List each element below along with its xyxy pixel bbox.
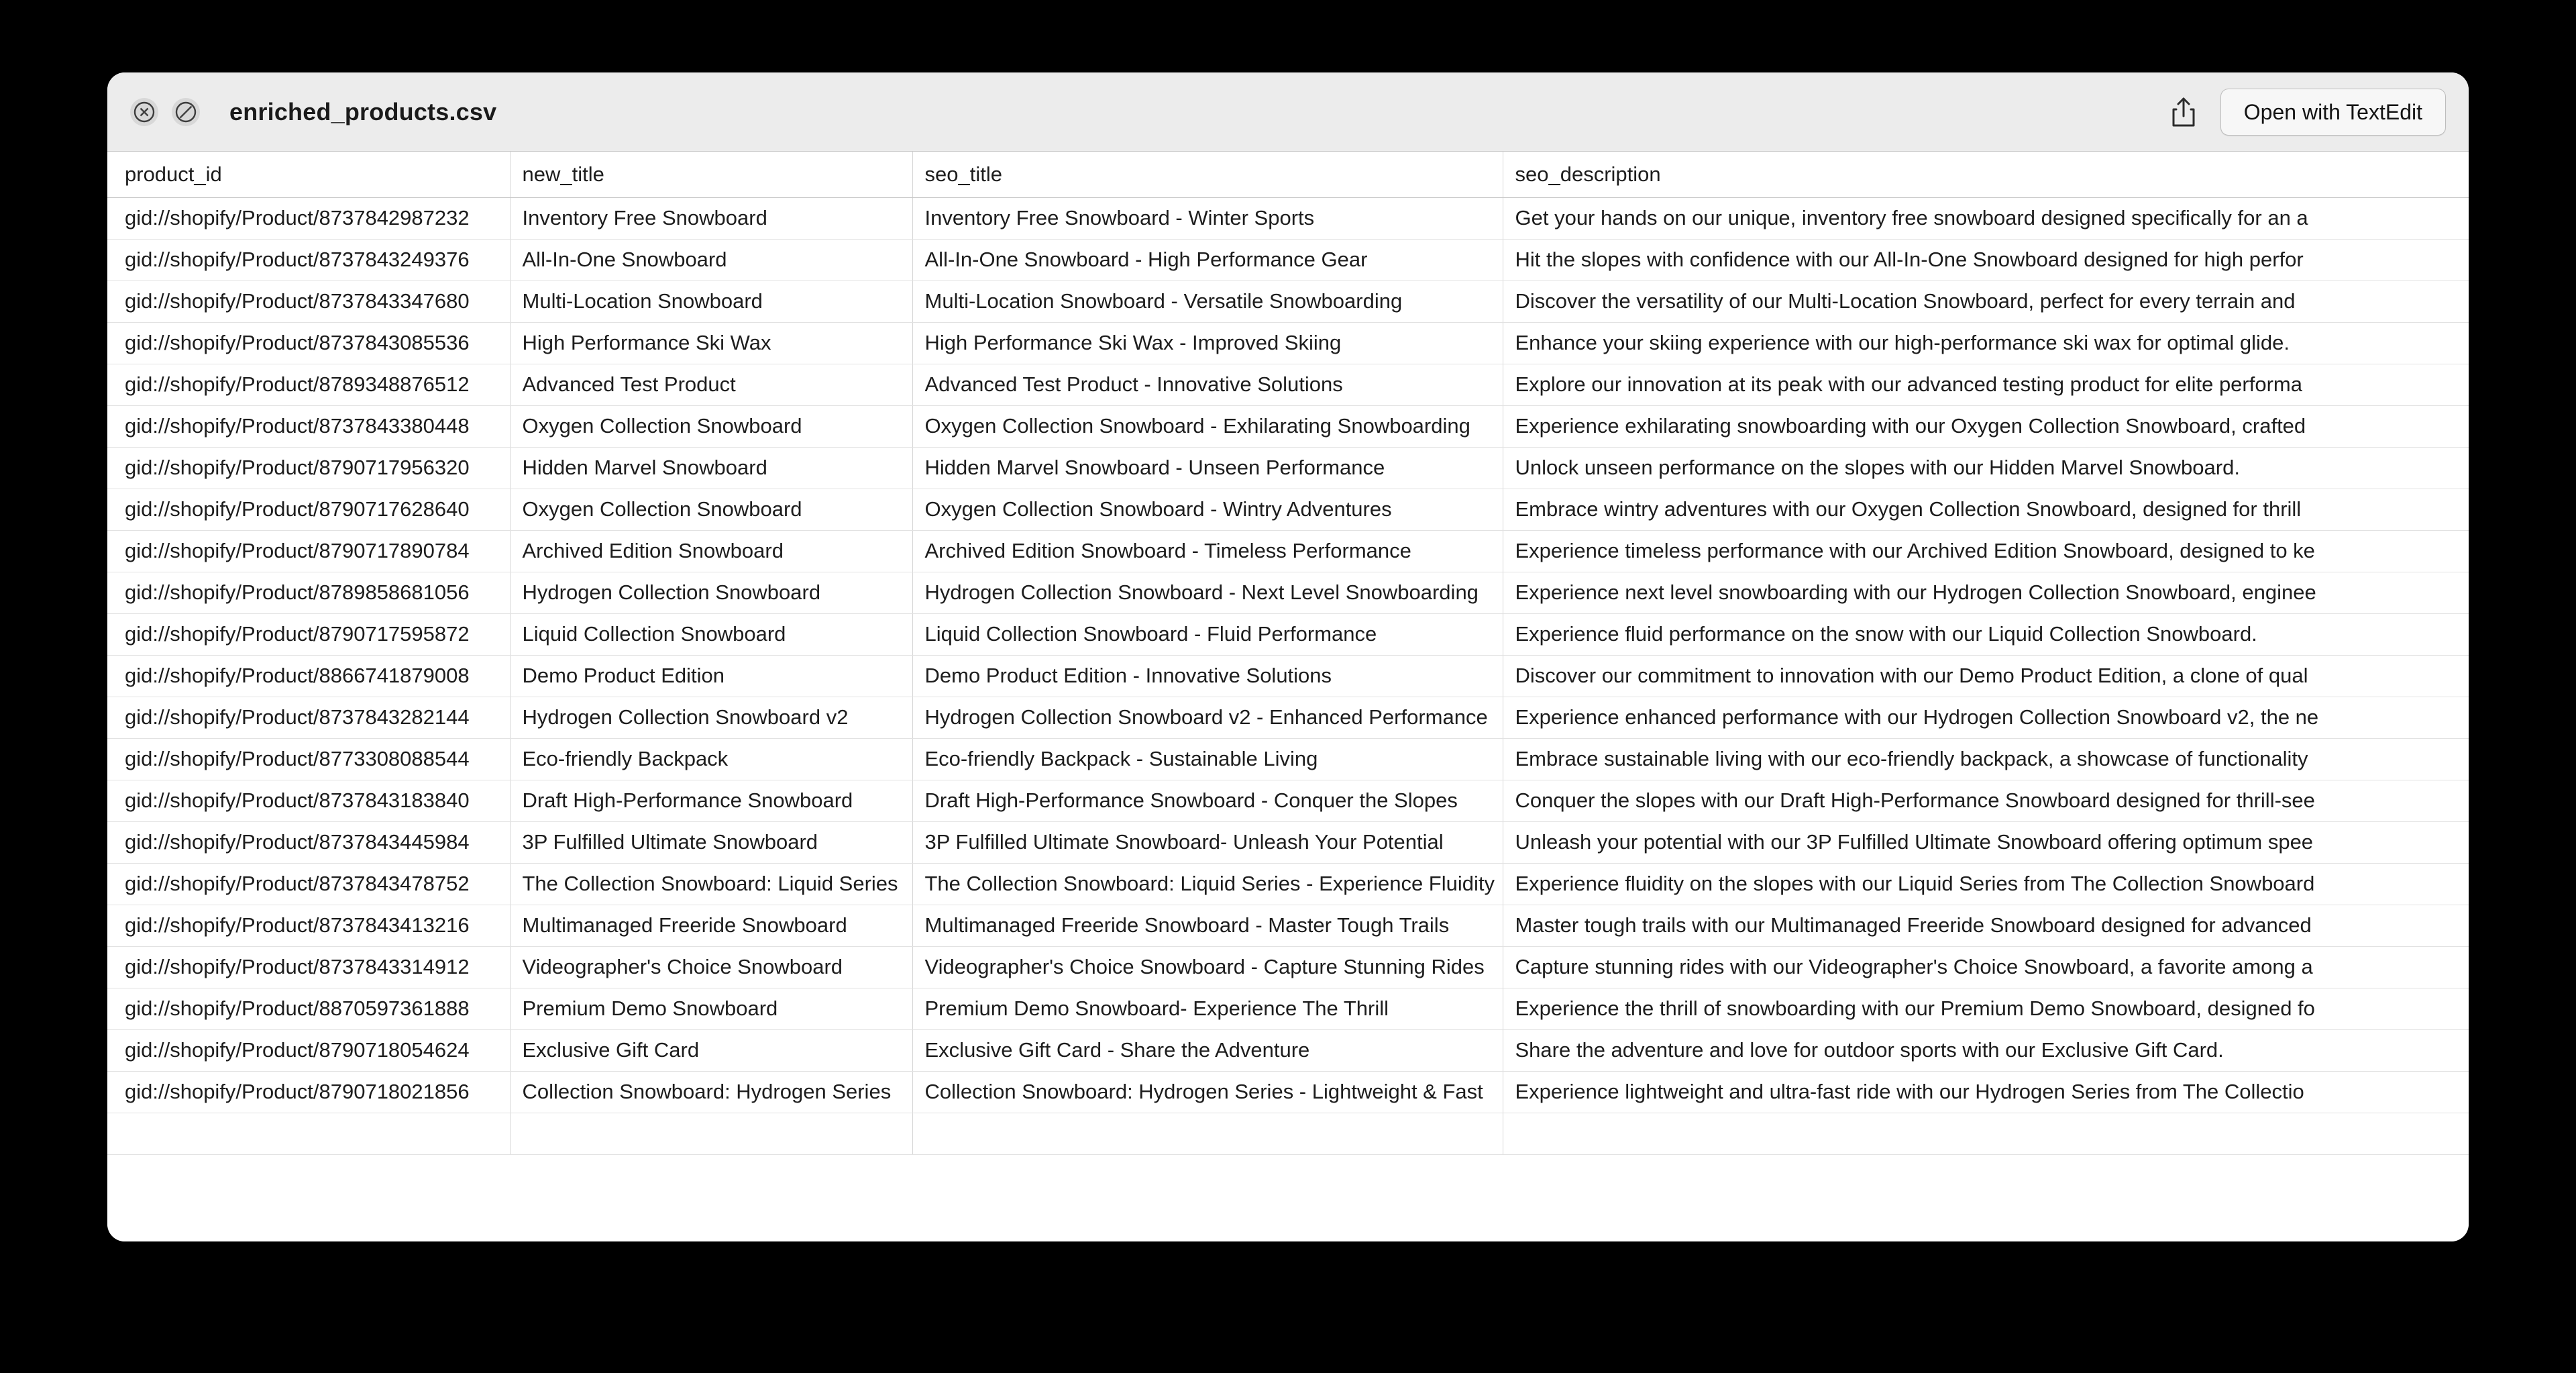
titlebar-left-controls bbox=[130, 98, 496, 126]
table-row bbox=[107, 281, 2469, 322]
table-row bbox=[107, 405, 2469, 447]
cell-product-id: gid://shopify/Product/8789858681056 bbox=[107, 572, 510, 613]
cell-new-title: Multi-Location Snowboard bbox=[510, 281, 912, 322]
cell-seo-description: Discover our commitment to innovation with our Demo Product Edition, a clone of qual bbox=[1503, 655, 2469, 697]
cell-product-id: gid://shopify/Product/8866741879008 bbox=[107, 655, 510, 697]
cell-product-id: gid://shopify/Product/8737843347680 bbox=[107, 281, 510, 322]
cell-new-title: Eco-friendly Backpack bbox=[510, 738, 912, 780]
cell-seo-title: Hidden Marvel Snowboard - Unseen Performance bbox=[912, 447, 1503, 489]
cell-seo-title: The Collection Snowboard: Liquid Series - Experience Fluidity bbox=[912, 863, 1503, 905]
table-row bbox=[107, 821, 2469, 863]
cell-product-id: gid://shopify/Product/8773308088544 bbox=[107, 738, 510, 780]
table-header-row bbox=[107, 152, 2469, 197]
cell-seo-description: Experience enhanced performance with our Hydrogen Collection Snowboard v2, the ne bbox=[1503, 697, 2469, 738]
table-row bbox=[107, 905, 2469, 946]
cell-seo-description: Hit the slopes with confidence with our All-In-One Snowboard designed for high perfor bbox=[1503, 239, 2469, 281]
cell-product-id: gid://shopify/Product/8737843413216 bbox=[107, 905, 510, 946]
cell-seo-description: Experience exhilarating snowboarding with our Oxygen Collection Snowboard, crafted bbox=[1503, 405, 2469, 447]
cell-seo-description: Experience lightweight and ultra-fast ride with our Hydrogen Series from The Collectio bbox=[1503, 1071, 2469, 1113]
cell-new-title: Exclusive Gift Card bbox=[510, 1029, 912, 1071]
cell-seo-description: Get your hands on our unique, inventory free snowboard designed specifically for an a bbox=[1503, 197, 2469, 239]
cell-seo-description: Experience fluid performance on the snow with our Liquid Collection Snowboard. bbox=[1503, 613, 2469, 655]
table-row bbox=[107, 1029, 2469, 1071]
table-row bbox=[107, 530, 2469, 572]
window-title: enriched_products.csv bbox=[229, 97, 497, 125]
cell-new-title: Oxygen Collection Snowboard bbox=[510, 405, 912, 447]
cell-new-title: Collection Snowboard: Hydrogen Series bbox=[510, 1071, 912, 1113]
cell-new-title: All-In-One Snowboard bbox=[510, 239, 912, 281]
cell-new-title: Premium Demo Snowboard bbox=[510, 988, 912, 1029]
window-titlebar bbox=[107, 72, 2469, 152]
table-row bbox=[107, 946, 2469, 988]
cell-new-title: Demo Product Edition bbox=[510, 655, 912, 697]
cell-product-id: gid://shopify/Product/8790717595872 bbox=[107, 613, 510, 655]
cell-new-title: Hydrogen Collection Snowboard bbox=[510, 572, 912, 613]
cell-seo-title: Inventory Free Snowboard - Winter Sports bbox=[912, 197, 1503, 239]
titlebar-right-controls bbox=[2164, 72, 2446, 152]
cell-seo-title: High Performance Ski Wax - Improved Skiing bbox=[912, 322, 1503, 364]
cell-seo-title: Collection Snowboard: Hydrogen Series - Lightweight & Fast bbox=[912, 1071, 1503, 1113]
cell-new-title: 3P Fulfilled Ultimate Snowboard bbox=[510, 821, 912, 863]
cell-product-id: gid://shopify/Product/8870597361888 bbox=[107, 988, 510, 1029]
cell-new-title: Hydrogen Collection Snowboard v2 bbox=[510, 697, 912, 738]
column-header-new-title: new_title bbox=[510, 152, 912, 197]
table-row bbox=[107, 780, 2469, 821]
cell-product-id: gid://shopify/Product/8790718054624 bbox=[107, 1029, 510, 1071]
quicklook-window bbox=[107, 72, 2469, 1241]
close-icon[interactable] bbox=[130, 98, 158, 126]
cell-seo-description bbox=[1503, 1113, 2469, 1154]
column-header-seo-title: seo_title bbox=[912, 152, 1503, 197]
table-row bbox=[107, 489, 2469, 530]
cell-seo-title: Liquid Collection Snowboard - Fluid Performance bbox=[912, 613, 1503, 655]
csv-table bbox=[107, 152, 2469, 1155]
cell-new-title: Oxygen Collection Snowboard bbox=[510, 489, 912, 530]
cell-product-id: gid://shopify/Product/8737843380448 bbox=[107, 405, 510, 447]
cell-seo-title: Archived Edition Snowboard - Timeless Performance bbox=[912, 530, 1503, 572]
table-row bbox=[107, 197, 2469, 239]
cell-seo-title: Demo Product Edition - Innovative Solutions bbox=[912, 655, 1503, 697]
cell-new-title: Archived Edition Snowboard bbox=[510, 530, 912, 572]
table-row-partial bbox=[107, 1113, 2469, 1154]
vertical-scrollbar[interactable] bbox=[2457, 201, 2465, 993]
cell-product-id: gid://shopify/Product/8737843249376 bbox=[107, 239, 510, 281]
cell-seo-title: Draft High-Performance Snowboard - Conquer the Slopes bbox=[912, 780, 1503, 821]
cell-new-title: The Collection Snowboard: Liquid Series bbox=[510, 863, 912, 905]
share-icon[interactable] bbox=[2164, 93, 2203, 132]
cell-seo-title: Hydrogen Collection Snowboard - Next Level Snowboarding bbox=[912, 572, 1503, 613]
cell-product-id: gid://shopify/Product/8737843085536 bbox=[107, 322, 510, 364]
cell-seo-description: Experience next level snowboarding with our Hydrogen Collection Snowboard, enginee bbox=[1503, 572, 2469, 613]
cell-seo-description: Embrace sustainable living with our eco-friendly backpack, a showcase of functionality bbox=[1503, 738, 2469, 780]
table-row bbox=[107, 239, 2469, 281]
cell-product-id: gid://shopify/Product/8790718021856 bbox=[107, 1071, 510, 1113]
open-with-textedit-button[interactable]: Open with TextEdit bbox=[2220, 89, 2446, 136]
cell-new-title: Videographer's Choice Snowboard bbox=[510, 946, 912, 988]
cell-seo-title bbox=[912, 1113, 1503, 1154]
cell-product-id: gid://shopify/Product/8789348876512 bbox=[107, 364, 510, 405]
cell-product-id: gid://shopify/Product/8790717956320 bbox=[107, 447, 510, 489]
cell-seo-title: 3P Fulfilled Ultimate Snowboard- Unleash Your Potential bbox=[912, 821, 1503, 863]
cell-seo-title: Oxygen Collection Snowboard - Exhilarating Snowboarding bbox=[912, 405, 1503, 447]
cell-seo-title: Advanced Test Product - Innovative Solutions bbox=[912, 364, 1503, 405]
table-row bbox=[107, 863, 2469, 905]
table-row bbox=[107, 364, 2469, 405]
cell-new-title bbox=[510, 1113, 912, 1154]
cell-product-id bbox=[107, 1113, 510, 1154]
cell-new-title: High Performance Ski Wax bbox=[510, 322, 912, 364]
table-row bbox=[107, 447, 2469, 489]
cell-seo-description: Explore our innovation at its peak with our advanced testing product for elite performa bbox=[1503, 364, 2469, 405]
cell-seo-description: Unlock unseen performance on the slopes with our Hidden Marvel Snowboard. bbox=[1503, 447, 2469, 489]
table-row bbox=[107, 655, 2469, 697]
table-row bbox=[107, 697, 2469, 738]
cell-seo-title: All-In-One Snowboard - High Performance Gear bbox=[912, 239, 1503, 281]
cell-seo-description: Enhance your skiing experience with our high-performance ski wax for optimal glide. bbox=[1503, 322, 2469, 364]
cell-product-id: gid://shopify/Product/8737843183840 bbox=[107, 780, 510, 821]
table-row bbox=[107, 988, 2469, 1029]
cell-seo-title: Oxygen Collection Snowboard - Wintry Adventures bbox=[912, 489, 1503, 530]
cell-seo-title: Hydrogen Collection Snowboard v2 - Enhanced Performance bbox=[912, 697, 1503, 738]
cell-new-title: Draft High-Performance Snowboard bbox=[510, 780, 912, 821]
cell-new-title: Inventory Free Snowboard bbox=[510, 197, 912, 239]
table-row bbox=[107, 613, 2469, 655]
cell-seo-description: Experience fluidity on the slopes with our Liquid Series from The Collection Snowboard bbox=[1503, 863, 2469, 905]
cell-seo-title: Eco-friendly Backpack - Sustainable Living bbox=[912, 738, 1503, 780]
cell-new-title: Multimanaged Freeride Snowboard bbox=[510, 905, 912, 946]
cell-seo-title: Videographer's Choice Snowboard - Capture Stunning Rides bbox=[912, 946, 1503, 988]
cell-product-id: gid://shopify/Product/8737843314912 bbox=[107, 946, 510, 988]
cell-seo-description: Experience the thrill of snowboarding with our Premium Demo Snowboard, designed fo bbox=[1503, 988, 2469, 1029]
cell-seo-description: Master tough trails with our Multimanaged Freeride Snowboard designed for advanced bbox=[1503, 905, 2469, 946]
table-row bbox=[107, 322, 2469, 364]
cell-product-id: gid://shopify/Product/8790717628640 bbox=[107, 489, 510, 530]
cell-product-id: gid://shopify/Product/8790717890784 bbox=[107, 530, 510, 572]
column-header-product-id: product_id bbox=[107, 152, 510, 197]
cell-seo-description: Discover the versatility of our Multi-Location Snowboard, perfect for every terrain and bbox=[1503, 281, 2469, 322]
cell-seo-description: Embrace wintry adventures with our Oxygen Collection Snowboard, designed for thrill bbox=[1503, 489, 2469, 530]
cell-seo-title: Premium Demo Snowboard- Experience The Thrill bbox=[912, 988, 1503, 1029]
cell-seo-description: Unleash your potential with our 3P Fulfilled Ultimate Snowboard offering optimum spee bbox=[1503, 821, 2469, 863]
cell-seo-description: Capture stunning rides with our Videographer's Choice Snowboard, a favorite among a bbox=[1503, 946, 2469, 988]
cell-seo-title: Exclusive Gift Card - Share the Adventure bbox=[912, 1029, 1503, 1071]
csv-preview-area[interactable] bbox=[107, 152, 2469, 1241]
cell-product-id: gid://shopify/Product/8737843282144 bbox=[107, 697, 510, 738]
cell-new-title: Advanced Test Product bbox=[510, 364, 912, 405]
column-header-seo-description: seo_description bbox=[1503, 152, 2469, 197]
table-row bbox=[107, 738, 2469, 780]
no-entry-icon[interactable] bbox=[172, 98, 200, 126]
table-row bbox=[107, 1071, 2469, 1113]
cell-new-title: Liquid Collection Snowboard bbox=[510, 613, 912, 655]
cell-seo-description: Share the adventure and love for outdoor sports with our Exclusive Gift Card. bbox=[1503, 1029, 2469, 1071]
cell-seo-description: Experience timeless performance with our Archived Edition Snowboard, designed to ke bbox=[1503, 530, 2469, 572]
cell-product-id: gid://shopify/Product/8737843445984 bbox=[107, 821, 510, 863]
cell-seo-description: Conquer the slopes with our Draft High-Performance Snowboard designed for thrill-see bbox=[1503, 780, 2469, 821]
cell-seo-title: Multimanaged Freeride Snowboard - Master Tough Trails bbox=[912, 905, 1503, 946]
cell-product-id: gid://shopify/Product/8737843478752 bbox=[107, 863, 510, 905]
cell-product-id: gid://shopify/Product/8737842987232 bbox=[107, 197, 510, 239]
cell-seo-title: Multi-Location Snowboard - Versatile Snowboarding bbox=[912, 281, 1503, 322]
table-row bbox=[107, 572, 2469, 613]
cell-new-title: Hidden Marvel Snowboard bbox=[510, 447, 912, 489]
